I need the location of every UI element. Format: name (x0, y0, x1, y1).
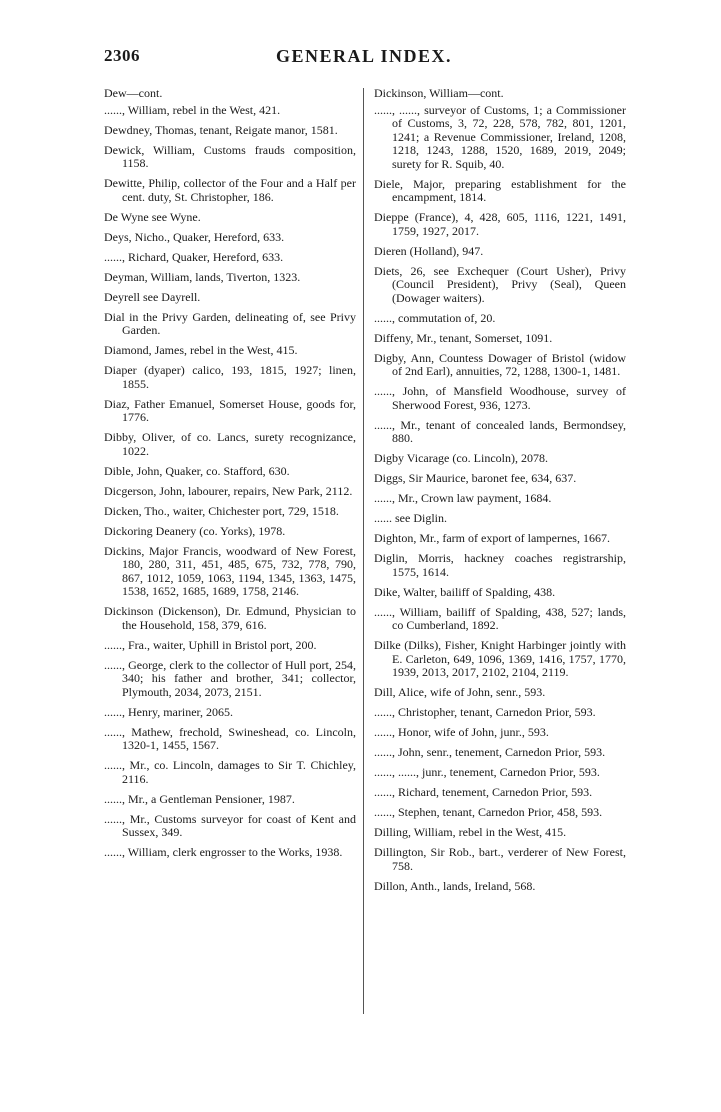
index-entry: De Wyne see Wyne. (104, 209, 201, 224)
page-header (104, 46, 624, 72)
index-entry: ......, Christopher, tenant, Carnedon Prior, 593. (374, 705, 596, 719)
column-divider (363, 88, 364, 1014)
index-entry: ...... see Diglin. (374, 511, 447, 525)
index-column-right (374, 87, 626, 900)
index-entry: Dewick, William, Customs frauds composition, 1158. (104, 142, 356, 170)
page-title: GENERAL INDEX. (275, 46, 453, 66)
index-entry: Dieren (Holland), 947. (374, 243, 484, 258)
index-entry: ......, Mr., co. Lincoln, damages to Sir T. Chichley, 2116. (104, 758, 356, 786)
index-entry: ......, Fra., waiter, Uphill in Bristol port, 200. (104, 637, 317, 652)
index-entry: Dickoring Deanery (co. Yorks), 1978. (104, 523, 286, 538)
index-column-left (104, 87, 356, 866)
index-entry: ......, Richard, Quaker, Hereford, 633. (104, 249, 284, 264)
index-entry: Deyman, William, lands, Tiverton, 1323. (104, 269, 301, 284)
index-entry: ......, ......, surveyor of Customs, 1; a Commissioner of Customs, 3, 72, 228, 578, 782, 801, 1201, 1241; a Revenue Commissioner, Ireland, 1208, 1218, 1243, 1288, 1520, 1689, 2019, 2049; surety for R. Squib, 40. (374, 102, 626, 171)
index-entry: ......, George, clerk to the collector of Hull port, 254, 340; his father and brother, 341; collector, Plymouth, 2034, 2073, 2151. (104, 657, 356, 699)
index-entry: Dewitte, Philip, collector of the Four and a Half per cent. duty, St. Christopher, 186. (104, 176, 356, 204)
index-entry: Digby Vicarage (co. Lincoln), 2078. (374, 451, 549, 465)
page-number: 2306 (104, 46, 140, 65)
index-entry: ......, William, bailiff of Spalding, 438, 527; lands, co Cumberland, 1892. (374, 604, 626, 632)
index-entry: ......, John, of Mansfield Woodhouse, survey of Sherwood Forest, 936, 1273. (374, 384, 626, 412)
index-entry: Deyrell see Dayrell. (104, 289, 201, 304)
index-entry: ......, John, senr., tenement, Carnedon Prior, 593. (374, 745, 606, 759)
index-entry: Dieppe (France), 4, 428, 605, 1116, 1221, 1491, 1759, 1927, 2017. (374, 210, 626, 238)
index-entry: Diaper (dyaper) calico, 193, 1815, 1927; linen, 1855. (104, 363, 356, 391)
index-entry: Dighton, Mr., farm of export of lampernes, 1667. (374, 531, 610, 545)
index-entry: Dickinson (Dickenson), Dr. Edmund, Physician to the Household, 158, 379, 616. (104, 604, 356, 632)
index-entry: Dilke (Dilks), Fisher, Knight Harbinger jointly with E. Carleton, 649, 1096, 1369, 1416, 1757, 1770, 1939, 2013, 2017, 2102, 2104, 2119. (374, 638, 626, 679)
index-entry: Deys, Nicho., Quaker, Hereford, 633. (104, 229, 285, 244)
index-entry: ......, Richard, tenement, Carnedon Prior, 593. (374, 785, 593, 799)
index-entry: Dicken, Tho., waiter, Chichester port, 729, 1518. (104, 503, 339, 518)
index-entry: Dickins, Major Francis, woodward of New Forest, 180, 280, 311, 451, 485, 675, 732, 778, 790, 867, 1012, 1059, 1063, 1194, 1345, 1363, 1475, 1538, 1652, 1685, 1689, 1758, 2146. (104, 543, 356, 598)
index-entry: ......, William, rebel in the West, 421. (104, 102, 281, 117)
index-entry: Dill, Alice, wife of John, senr., 593. (374, 685, 546, 699)
index-entry: ......, ......, junr., tenement, Carnedon Prior, 593. (374, 765, 600, 779)
index-entry: Dible, John, Quaker, co. Stafford, 630. (104, 463, 290, 478)
index-entry: Dillon, Anth., lands, Ireland, 568. (374, 878, 536, 893)
index-entry: ......, Henry, mariner, 2065. (104, 704, 234, 719)
index-entry: Dike, Walter, bailiff of Spalding, 438. (374, 584, 556, 599)
index-entry: Diele, Major, preparing establishment for the encampment, 1814. (374, 176, 626, 204)
index-entry: Diglin, Morris, hackney coaches registrarship, 1575, 1614. (374, 551, 626, 579)
index-entry: Diaz, Father Emanuel, Somerset House, goods for, 1776. (104, 396, 356, 424)
index-entry: Digby, Ann, Countess Dowager of Bristol (widow of 2nd Earl), annuities, 72, 1288, 1300-1, 1481. (374, 350, 626, 378)
index-entry: Dilling, William, rebel in the West, 415. (374, 825, 567, 839)
index-entry: ......, Stephen, tenant, Carnedon Prior, 458, 593. (374, 805, 603, 819)
index-entry: Dibby, Oliver, of co. Lancs, surety recognizance, 1022. (104, 430, 356, 458)
index-entry: Dillington, Sir Rob., bart., verderer of New Forest, 758. (374, 845, 626, 873)
index-entry: ......, commutation of, 20. (374, 310, 496, 325)
index-entry: ......, William, clerk engrosser to the Works, 1938. (104, 845, 343, 859)
index-entry: ......, Mr., Customs surveyor for coast of Kent and Sussex, 349. (104, 811, 356, 839)
index-entry: Dickinson, William—cont. (374, 86, 504, 100)
index-entry: ......, Mr., a Gentleman Pensioner, 1987. (104, 791, 295, 806)
index-entry: ......, Mr., Crown law payment, 1684. (374, 491, 552, 505)
index-entry: Dicgerson, John, labourer, repairs, New Park, 2112. (104, 483, 353, 498)
index-entry: Diggs, Sir Maurice, baronet fee, 634, 637. (374, 471, 577, 485)
index-entry: Diets, 26, see Exchequer (Court Usher), Privy (Council President), Privy (Seal), Queen (Dowager waiters). (374, 263, 626, 305)
index-entry: Dew—cont. (104, 86, 163, 100)
index-entry: Dewdney, Thomas, tenant, Reigate manor, 1581. (104, 122, 338, 137)
index-entry: Diffeny, Mr., tenant, Somerset, 1091. (374, 330, 553, 345)
index-entry: ......, Mathew, frechold, Swineshead, co. Lincoln, 1320-1, 1455, 1567. (104, 724, 356, 752)
index-entry: ......, Honor, wife of John, junr., 593. (374, 725, 549, 739)
index-entry: Dial in the Privy Garden, delineating of, see Privy Garden. (104, 309, 356, 337)
index-entry: Diamond, James, rebel in the West, 415. (104, 343, 298, 357)
index-entry: ......, Mr., tenant of concealed lands, Bermondsey, 880. (374, 417, 626, 445)
